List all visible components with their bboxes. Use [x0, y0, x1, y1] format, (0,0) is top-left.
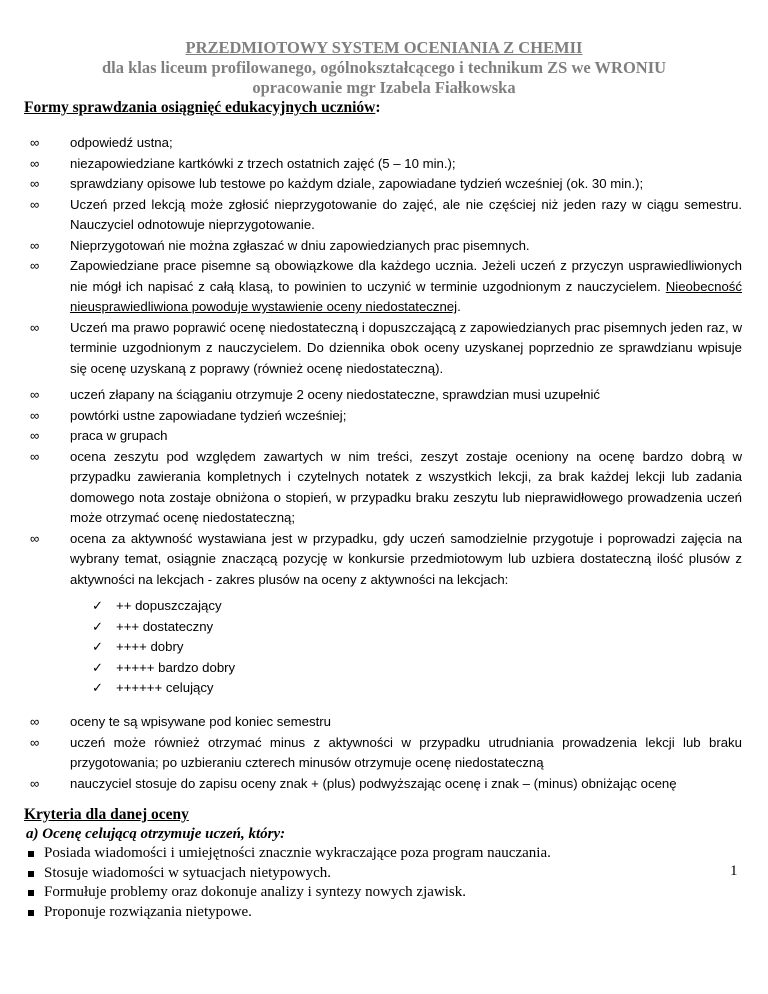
section-heading-colon: :: [375, 99, 381, 116]
list-item-text: uczeń może również otrzymać minus z aktywności w przypadku utrudniania prowadzenia lekcji lub braku przygotowania; po uzbieraniu czterech minusów otrzymuje ocenę niedostateczną: [70, 734, 742, 770]
section-heading-text: Formy sprawdzania osiągnięć edukacyjnych uczniów: [24, 99, 376, 116]
square-bullet-icon: [28, 890, 34, 896]
page-number: 1: [730, 863, 738, 879]
list-item: [30, 256, 742, 318]
grade-item: [92, 637, 235, 658]
list-item-text: uczeń złapany na ściąganiu otrzymuje 2 oceny niedostateczne, sprawdzian musi uzupełnić: [70, 387, 600, 402]
list-item: [30, 406, 742, 427]
infinity-bullet-icon: ∞: [30, 155, 40, 171]
criteria-item: [26, 883, 551, 903]
square-bullet-icon: [28, 871, 34, 877]
grading-notes-list: [30, 712, 742, 794]
section-heading: [24, 98, 381, 118]
list-item: [30, 733, 742, 774]
grade-item-text: ++++++ celujący: [116, 680, 214, 695]
infinity-bullet-icon: ∞: [30, 530, 40, 546]
list-item-text-end: .: [457, 299, 461, 314]
list-item: [30, 236, 742, 257]
infinity-bullet-icon: ∞: [30, 258, 40, 273]
criteria-heading: Kryteria dla danej oceny: [24, 806, 189, 823]
list-item: [30, 774, 742, 795]
criteria-subheading: a) Ocenę celującą otrzymuje uczeń, który:: [26, 826, 286, 842]
grade-item-text: ++ dopuszczający: [116, 598, 222, 613]
infinity-bullet-icon: ∞: [30, 448, 40, 464]
list-item-text: nauczyciel stosuje do zapisu oceny znak + (plus) podwyższając ocenę i znak – (minus) obniżając ocenę: [70, 775, 677, 791]
list-item-text: Uczeń ma prawo poprawić ocenę niedostateczną i dopuszczającą z zapowiedzianych prac pisemnych jeden raz, w terminie uzgodnionym z nauczycielem. Do dziennika obok oceny uzyskanej poprzednio ze sprawdzianu wpisuje się ocenę uzyskaną z poprawy (również ocenę niedostateczną).: [70, 319, 742, 376]
list-item-text: powtórki ustne zapowiadane tydzień wcześniej;: [70, 407, 347, 423]
checkmark-icon: ✓: [92, 639, 104, 654]
criteria-item-text: Stosuje wiadomości w sytuacjach nietypowych.: [44, 864, 332, 881]
list-item: [30, 712, 742, 733]
infinity-bullet-icon: ∞: [30, 319, 40, 335]
grade-item-text: +++++ bardzo dobry: [116, 659, 236, 675]
list-item-text: Uczeń przed lekcją może zgłosić nieprzygotowanie do zajęć, ale nie częściej niż jeden razy w ciągu semestru. Nauczyciel odnotowuje nieprzygotowanie.: [70, 196, 742, 232]
square-bullet-icon: [28, 910, 34, 916]
infinity-bullet-icon: ∞: [30, 387, 40, 402]
checkmark-icon: ✓: [92, 680, 104, 695]
grade-item-text: +++ dostateczny: [116, 618, 214, 634]
criteria-list: [26, 844, 551, 922]
assessment-rules-list: [30, 385, 742, 590]
document-title: PRZEDMIOTOWY SYSTEM OCENIANIA Z CHEMII: [185, 38, 583, 57]
checkmark-icon: ✓: [92, 659, 104, 675]
square-bullet-icon: [28, 851, 34, 857]
list-item-text: sprawdziany opisowe lub testowe po każdym dziale, zapowiadane tydzień wcześniej (ok. 30 min.);: [70, 176, 644, 191]
criteria-item-text: Posiada wiadomości i umiejętności znacznie wykraczające poza program nauczania.: [44, 845, 551, 861]
criteria-item-text: Proponuje rozwiązania nietypowe.: [44, 903, 252, 920]
grade-item-text: ++++ dobry: [116, 639, 184, 654]
infinity-bullet-icon: ∞: [30, 775, 40, 791]
checkmark-icon: ✓: [92, 618, 104, 634]
document-subtitle: dla klas liceum profilowanego, ogólnokształcącego i technikum ZS we WRONIU: [101, 58, 667, 77]
criteria-item-text: Formułuje problemy oraz dokonuje analizy i syntezy nowych zjawisk.: [44, 884, 466, 900]
criteria-item: [26, 844, 551, 864]
infinity-bullet-icon: ∞: [30, 714, 40, 729]
infinity-bullet-icon: ∞: [30, 176, 40, 191]
list-item: [30, 195, 742, 236]
list-item-text: odpowiedź ustna;: [70, 135, 173, 150]
list-item-text: ocena za aktywność wystawiana jest w przypadku, gdy uczeń samodzielnie przygotuje i poprowadzi zajęcia na wybrany temat, osiągnie znaczącą pozycję w konkursie przedmiotowym lub uzbiera dostateczną ilość plusów z aktywności na lekcjach - zakres plusów na oceny z aktywności na lekcjach:: [70, 530, 742, 587]
checkmark-icon: ✓: [92, 598, 104, 613]
grade-item: [92, 617, 235, 638]
list-item: [30, 174, 742, 195]
criteria-item: [26, 903, 551, 923]
infinity-bullet-icon: ∞: [30, 237, 40, 253]
grade-item: [92, 658, 235, 679]
assessment-forms-list: [30, 133, 742, 379]
infinity-bullet-icon: ∞: [30, 196, 40, 212]
list-item-text: Zapowiedziane prace pisemne są obowiązkowe dla każdego ucznia. Jeżeli uczeń z przyczyn usprawiedliwionych nie mógł ich napisać z całą klasą, to powinien to uczynić w terminie uzgodnionym z nauczycielem.: [70, 258, 742, 294]
list-item-underlined-text: Nieobecność nieusprawiedliwiona powoduje wystawienie oceny niedostatecznej: [70, 278, 742, 314]
list-item-text: oceny te są wpisywane pod koniec semestru: [70, 714, 331, 729]
infinity-bullet-icon: ∞: [30, 428, 40, 443]
list-item-text: praca w grupach: [70, 428, 168, 443]
list-item: [30, 154, 742, 175]
list-item: [30, 447, 742, 529]
infinity-bullet-icon: ∞: [30, 407, 40, 423]
list-item-text: Nieprzygotowań nie można zgłaszać w dniu zapowiedzianych prac pisemnych.: [70, 237, 530, 253]
infinity-bullet-icon: ∞: [30, 734, 40, 750]
list-item-text: ocena zeszytu pod względem zawartych w nim treści, zeszyt zostaje oceniony na ocenę bardzo dobrą w przypadku zawierania kompletnych i czytelnych notatek z wszystkich lekcji, za brak każdej lekcji lub zadania domowego nota zostaje obniżona o stopień, w przypadku braku zeszytu lub nieprawidłowego prowadzenia uczeń może otrzymać ocenę niedostateczną;: [70, 448, 742, 525]
grade-item: [92, 596, 235, 617]
criteria-item: [26, 864, 551, 884]
document-author: opracowanie mgr Izabela Fiałkowska: [252, 78, 516, 97]
grade-item: [92, 678, 235, 699]
list-item: [30, 385, 742, 406]
list-item: [30, 529, 742, 591]
activity-grades-list: [92, 596, 235, 699]
list-item: [30, 318, 742, 380]
list-item: [30, 426, 742, 447]
list-item-text: niezapowiedziane kartkówki z trzech ostatnich zajęć (5 – 10 min.);: [70, 155, 456, 171]
list-item: [30, 133, 742, 154]
infinity-bullet-icon: ∞: [30, 135, 40, 150]
